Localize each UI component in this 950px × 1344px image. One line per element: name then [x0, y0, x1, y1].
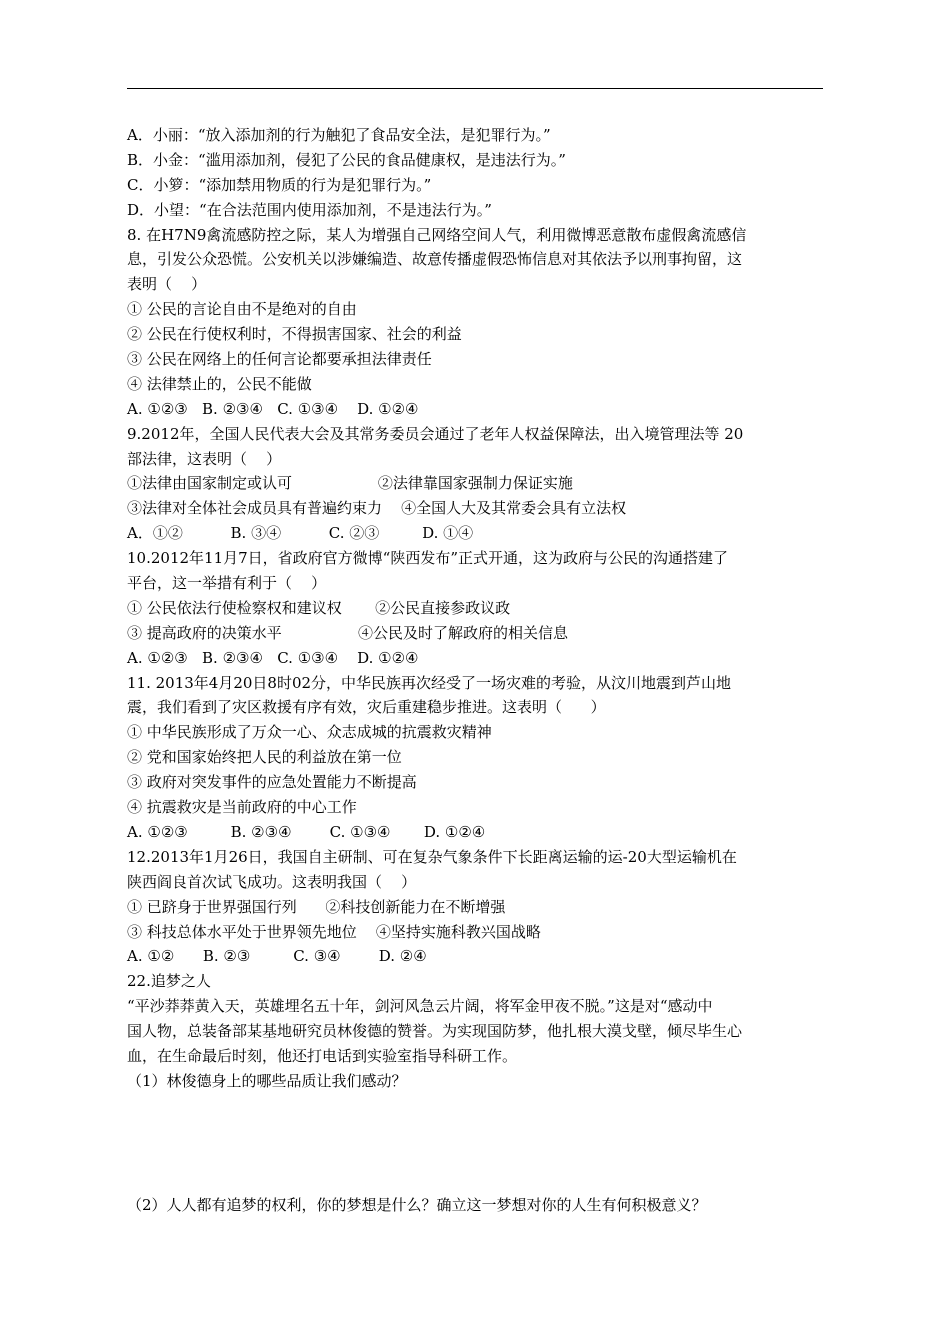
text-line: ④ 法律禁止的，公民不能做 [127, 374, 312, 393]
text-line: ① 已跻身于世界强国行列 ②科技创新能力在不断增强 [127, 897, 506, 916]
text-line: 血，在生命最后时刻，他还打电话到实验室指导科研工作。 [127, 1046, 518, 1065]
text-line: ③ 提高政府的决策水平 ④公民及时了解政府的相关信息 [127, 623, 569, 642]
document-body [127, 123, 827, 1218]
text-line: 22.追梦之人 [127, 972, 211, 991]
text-line: ① 中华民族形成了万众一心、众志成城的抗震救灾精神 [127, 723, 492, 742]
text-line: ③ 公民在网络上的任何言论都要承担法律责任 [127, 350, 432, 369]
text-line: （1）林俊德身上的哪些品质让我们感动？ [127, 1071, 407, 1090]
text-line: 息，引发公众恐慌。公安机关以涉嫌编造、故意传播虚假恐怖信息对其依法予以刑事拘留，这 [127, 250, 743, 269]
answer-space [127, 1169, 827, 1193]
text-line: 表明（ ） [127, 275, 207, 294]
text-line: 9.2012年，全国人民代表大会及其常务委员会通过了老年人权益保障法，出入境管理法等 20 [127, 424, 744, 443]
text-line: ① 公民的言论自由不是绝对的自由 [127, 300, 357, 319]
text-line: C．小箩：“添加禁用物质的行为是犯罪行为。” [127, 175, 432, 194]
text-line: ② 公民在行使权利时，不得损害国家、社会的利益 [127, 325, 462, 344]
text-line: B．小金：“滥用添加剂，侵犯了公民的食品健康权，是违法行为。” [127, 150, 566, 169]
text-line: ③ 科技总体水平处于世界领先地位 ④坚持实施科教兴国战略 [127, 922, 541, 941]
text-line: ① 公民依法行使检察权和建议权 ②公民直接参政议政 [127, 598, 511, 617]
text-line: A. ①②③ B. ②③④ C. ①③④ D. ①②④ [127, 399, 419, 418]
text-line: D．小望：“在合法范围内使用添加剂，不是违法行为。” [127, 200, 492, 219]
text-line: 8. 在H7N9禽流感防控之际，某人为增强自己网络空间人气，利用微博恶意散布虚假禽流感信 [127, 225, 747, 244]
text-line: A．①② B. ③④ C. ②③ D. ①④ [127, 524, 474, 543]
text-line: ①法律由国家制定或认可 ②法律靠国家强制力保证实施 [127, 474, 573, 493]
text-line: 国人物，总装备部某基地研究员林俊德的赞誉。为实现国防梦，他扎根大漠戈壁，倾尽毕生心 [127, 1022, 743, 1041]
text-line: A．小丽：“放入添加剂的行为触犯了食品安全法，是犯罪行为。” [127, 126, 551, 144]
header-rule [127, 88, 823, 89]
text-line: ④ 抗震救灾是当前政府的中心工作 [127, 798, 357, 817]
text-line: 11. 2013年4月20日8时02分，中华民族再次经受了一场灾难的考验，从汶川地震到芦山地 [127, 673, 732, 692]
text-line: ③法律对全体社会成员具有普遍约束力 ④全国人大及其常委会具有立法权 [127, 499, 627, 518]
text-line: ② 党和国家始终把人民的利益放在第一位 [127, 748, 402, 767]
text-line: 震，我们看到了灾区救援有序有效，灾后重建稳步推进。这表明（ ） [127, 698, 606, 717]
text-line: 部法律，这表明（ ） [127, 449, 282, 468]
text-line: （2）人人都有追梦的权利，你的梦想是什么？确立这一梦想对你的人生有何积极意义？ [127, 1195, 707, 1214]
answer-space [127, 1094, 827, 1169]
text-line: ③ 政府对突发事件的应急处置能力不断提高 [127, 773, 417, 792]
text-line: 10.2012年11月7日，省政府官方微博“陕西发布”正式开通，这为政府与公民的沟通搭建了 [127, 549, 728, 568]
text-line: 平台，这一举措有利于（ ） [127, 574, 327, 593]
text-line: 12.2013年1月26日，我国自主研制、可在复杂气象条件下长距离运输的运-20大型运输机在 [127, 847, 737, 866]
text-line: A. ①②③ B. ②③④ C. ①③④ D. ①②④ [127, 648, 419, 667]
text-line: “平沙莽莽黄入天，英雄埋名五十年，剑河风急云片阔，将军金甲夜不脱。”这是对“感动中 [127, 997, 713, 1016]
text-line: A. ①② B. ②③ C. ③④ D. ②④ [127, 947, 427, 966]
text-line: 陕西阎良首次试飞成功。这表明我国（ ） [127, 872, 417, 891]
text-line: A. ①②③ B. ②③④ C. ①③④ D. ①②④ [127, 822, 486, 841]
